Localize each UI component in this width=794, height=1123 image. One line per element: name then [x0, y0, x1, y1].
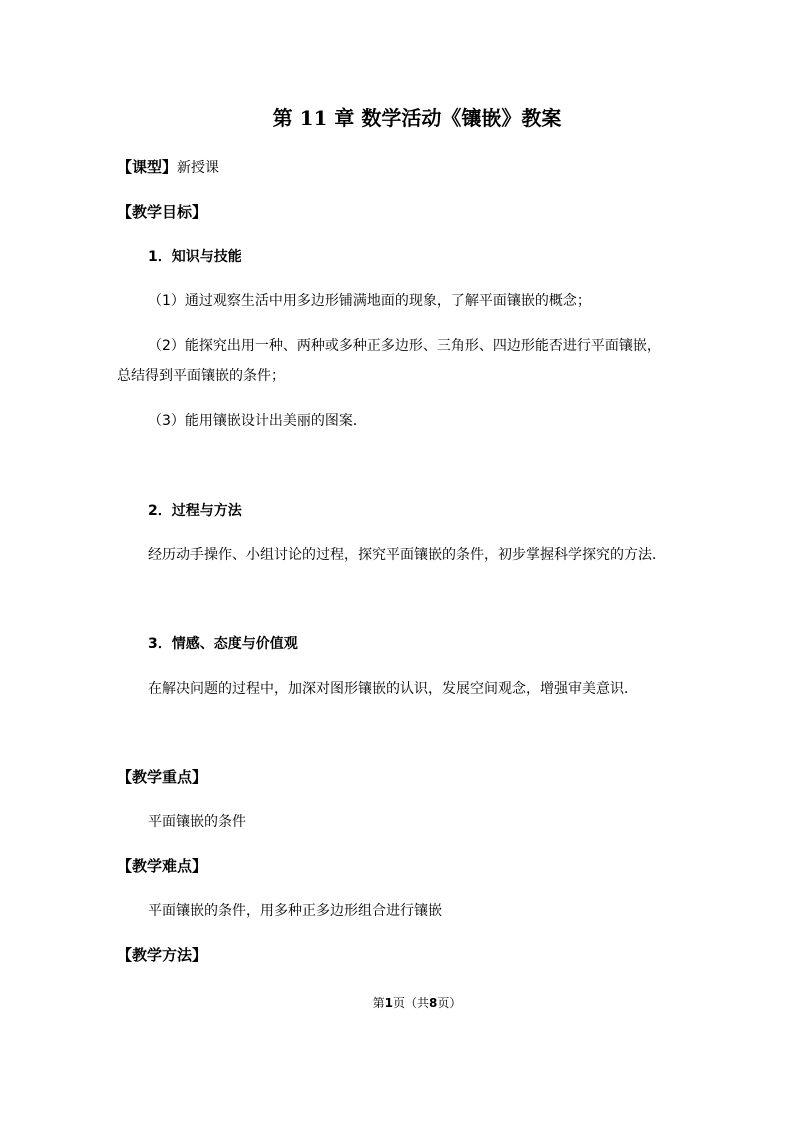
footer-total-pages: 8 [429, 996, 438, 1010]
knowledge-heading: 1．知识与技能 [148, 249, 242, 265]
footer-prefix: 第 [372, 996, 385, 1010]
knowledge-item-2-continued: 总结得到平面镶嵌的条件； [117, 368, 285, 384]
difficulty-text: 平面镶嵌的条件，用多种正多边形组合进行镶嵌 [148, 903, 442, 919]
method-heading: 【教学方法】 [117, 946, 208, 964]
knowledge-item-3: （3）能用镶嵌设计出美丽的图案． [148, 413, 367, 429]
knowledge-item-1: （1）通过观察生活中用多边形铺满地面的现象，了解平面镶嵌的概念； [148, 293, 591, 309]
document-title: 第 11 章 数学活动《镶嵌》教案 [272, 106, 562, 130]
emotion-heading: 3．情感、态度与价值观 [148, 636, 298, 652]
difficulty-heading: 【教学难点】 [117, 857, 208, 875]
process-heading: 2．过程与方法 [148, 503, 242, 519]
objectives-heading: 【教学目标】 [117, 203, 208, 221]
process-text: 经历动手操作、小组讨论的过程，探究平面镶嵌的条件，初步掌握科学探究的方法． [148, 547, 666, 563]
key-point-text: 平面镶嵌的条件 [148, 814, 246, 830]
footer-suffix: 页） [437, 996, 462, 1010]
footer-middle: 页（共 [392, 996, 429, 1010]
footer-page-number: 1 [384, 996, 393, 1010]
page-footer [0, 994, 794, 1012]
course-type-label: 【课型】 [117, 158, 178, 176]
key-point-heading: 【教学重点】 [117, 768, 208, 786]
knowledge-item-2: （2）能探究出用一种、两种或多种正多边形、三角形、四边形能否进行平面镶嵌， [148, 338, 661, 354]
course-type-line [117, 157, 219, 178]
course-type-value: 新授课 [177, 160, 220, 176]
emotion-text: 在解决问题的过程中，加深对图形镶嵌的认识，发展空间观念，增强审美意识． [148, 681, 638, 697]
